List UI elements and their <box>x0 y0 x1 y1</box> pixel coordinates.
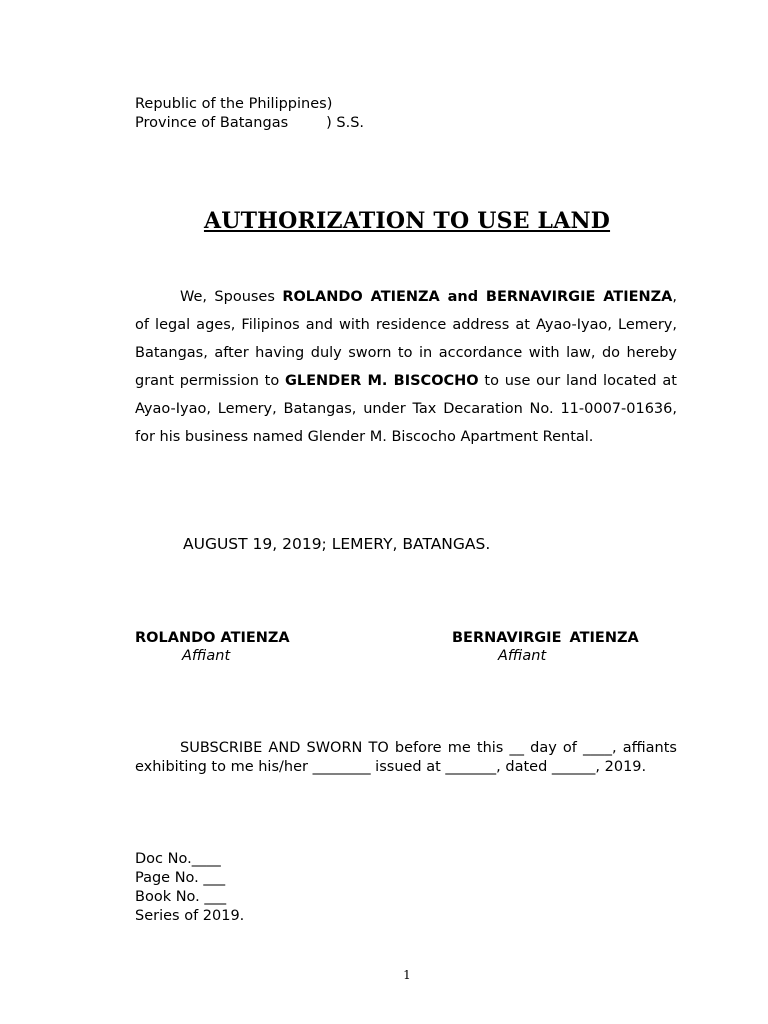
signatory-1-role: Affiant <box>182 648 231 664</box>
jurat-text: SUBSCRIBE AND SWORN TO before me this __ day of ____, affiants exhibiting to me his/her ________ issued at _______, dated ______, 2019. <box>135 740 677 775</box>
notarial-register <box>135 850 244 926</box>
date-place: AUGUST 19, 2019; LEMERY, BATANGAS. <box>183 535 491 553</box>
body-text-1: We, Spouses <box>180 289 283 305</box>
venue-country: Republic of the Philippines) <box>135 96 333 112</box>
body-paragraph <box>135 283 677 451</box>
grantor-names: ROLANDO ATIENZA and BERNAVIRGIE ATIENZA <box>282 289 673 305</box>
page-number-entry: Page No. ___ <box>135 870 226 886</box>
venue-province: Province of Batangas <box>135 115 289 131</box>
signatory-2-role: Affiant <box>498 648 547 664</box>
body-text-3: to use our land located at Ayao-Iyao, Lemery, Batangas, under Tax Decaration No. 11-0007-01636, for his business named Glender M. Biscocho Apartment Rental. <box>135 373 677 445</box>
signatory-1 <box>135 629 290 665</box>
venue-block <box>135 95 364 133</box>
signatory-2 <box>452 629 639 665</box>
signatory-1-name: ROLANDO ATIENZA <box>135 630 290 646</box>
doc-number: Doc No.____ <box>135 851 221 867</box>
page-number: 1 <box>403 968 411 982</box>
signatory-2-name: BERNAVIRGIE ATIENZA <box>452 630 639 646</box>
document-title: AUTHORIZATION TO USE LAND <box>203 208 611 234</box>
series-year: Series of 2019. <box>135 908 245 924</box>
venue-province-line <box>135 114 364 133</box>
body-text-2: , of legal ages, Filipinos and with residence address at Ayao-Iyao, Lemery, Batangas, after having duly sworn to in accordance with law, do hereby grant permission to <box>135 289 677 389</box>
venue-ss: ) S.S. <box>326 115 365 131</box>
jurat-paragraph <box>135 739 677 777</box>
book-number: Book No. ___ <box>135 889 227 905</box>
grantee-name: GLENDER M. BISCOCHO <box>285 373 479 389</box>
